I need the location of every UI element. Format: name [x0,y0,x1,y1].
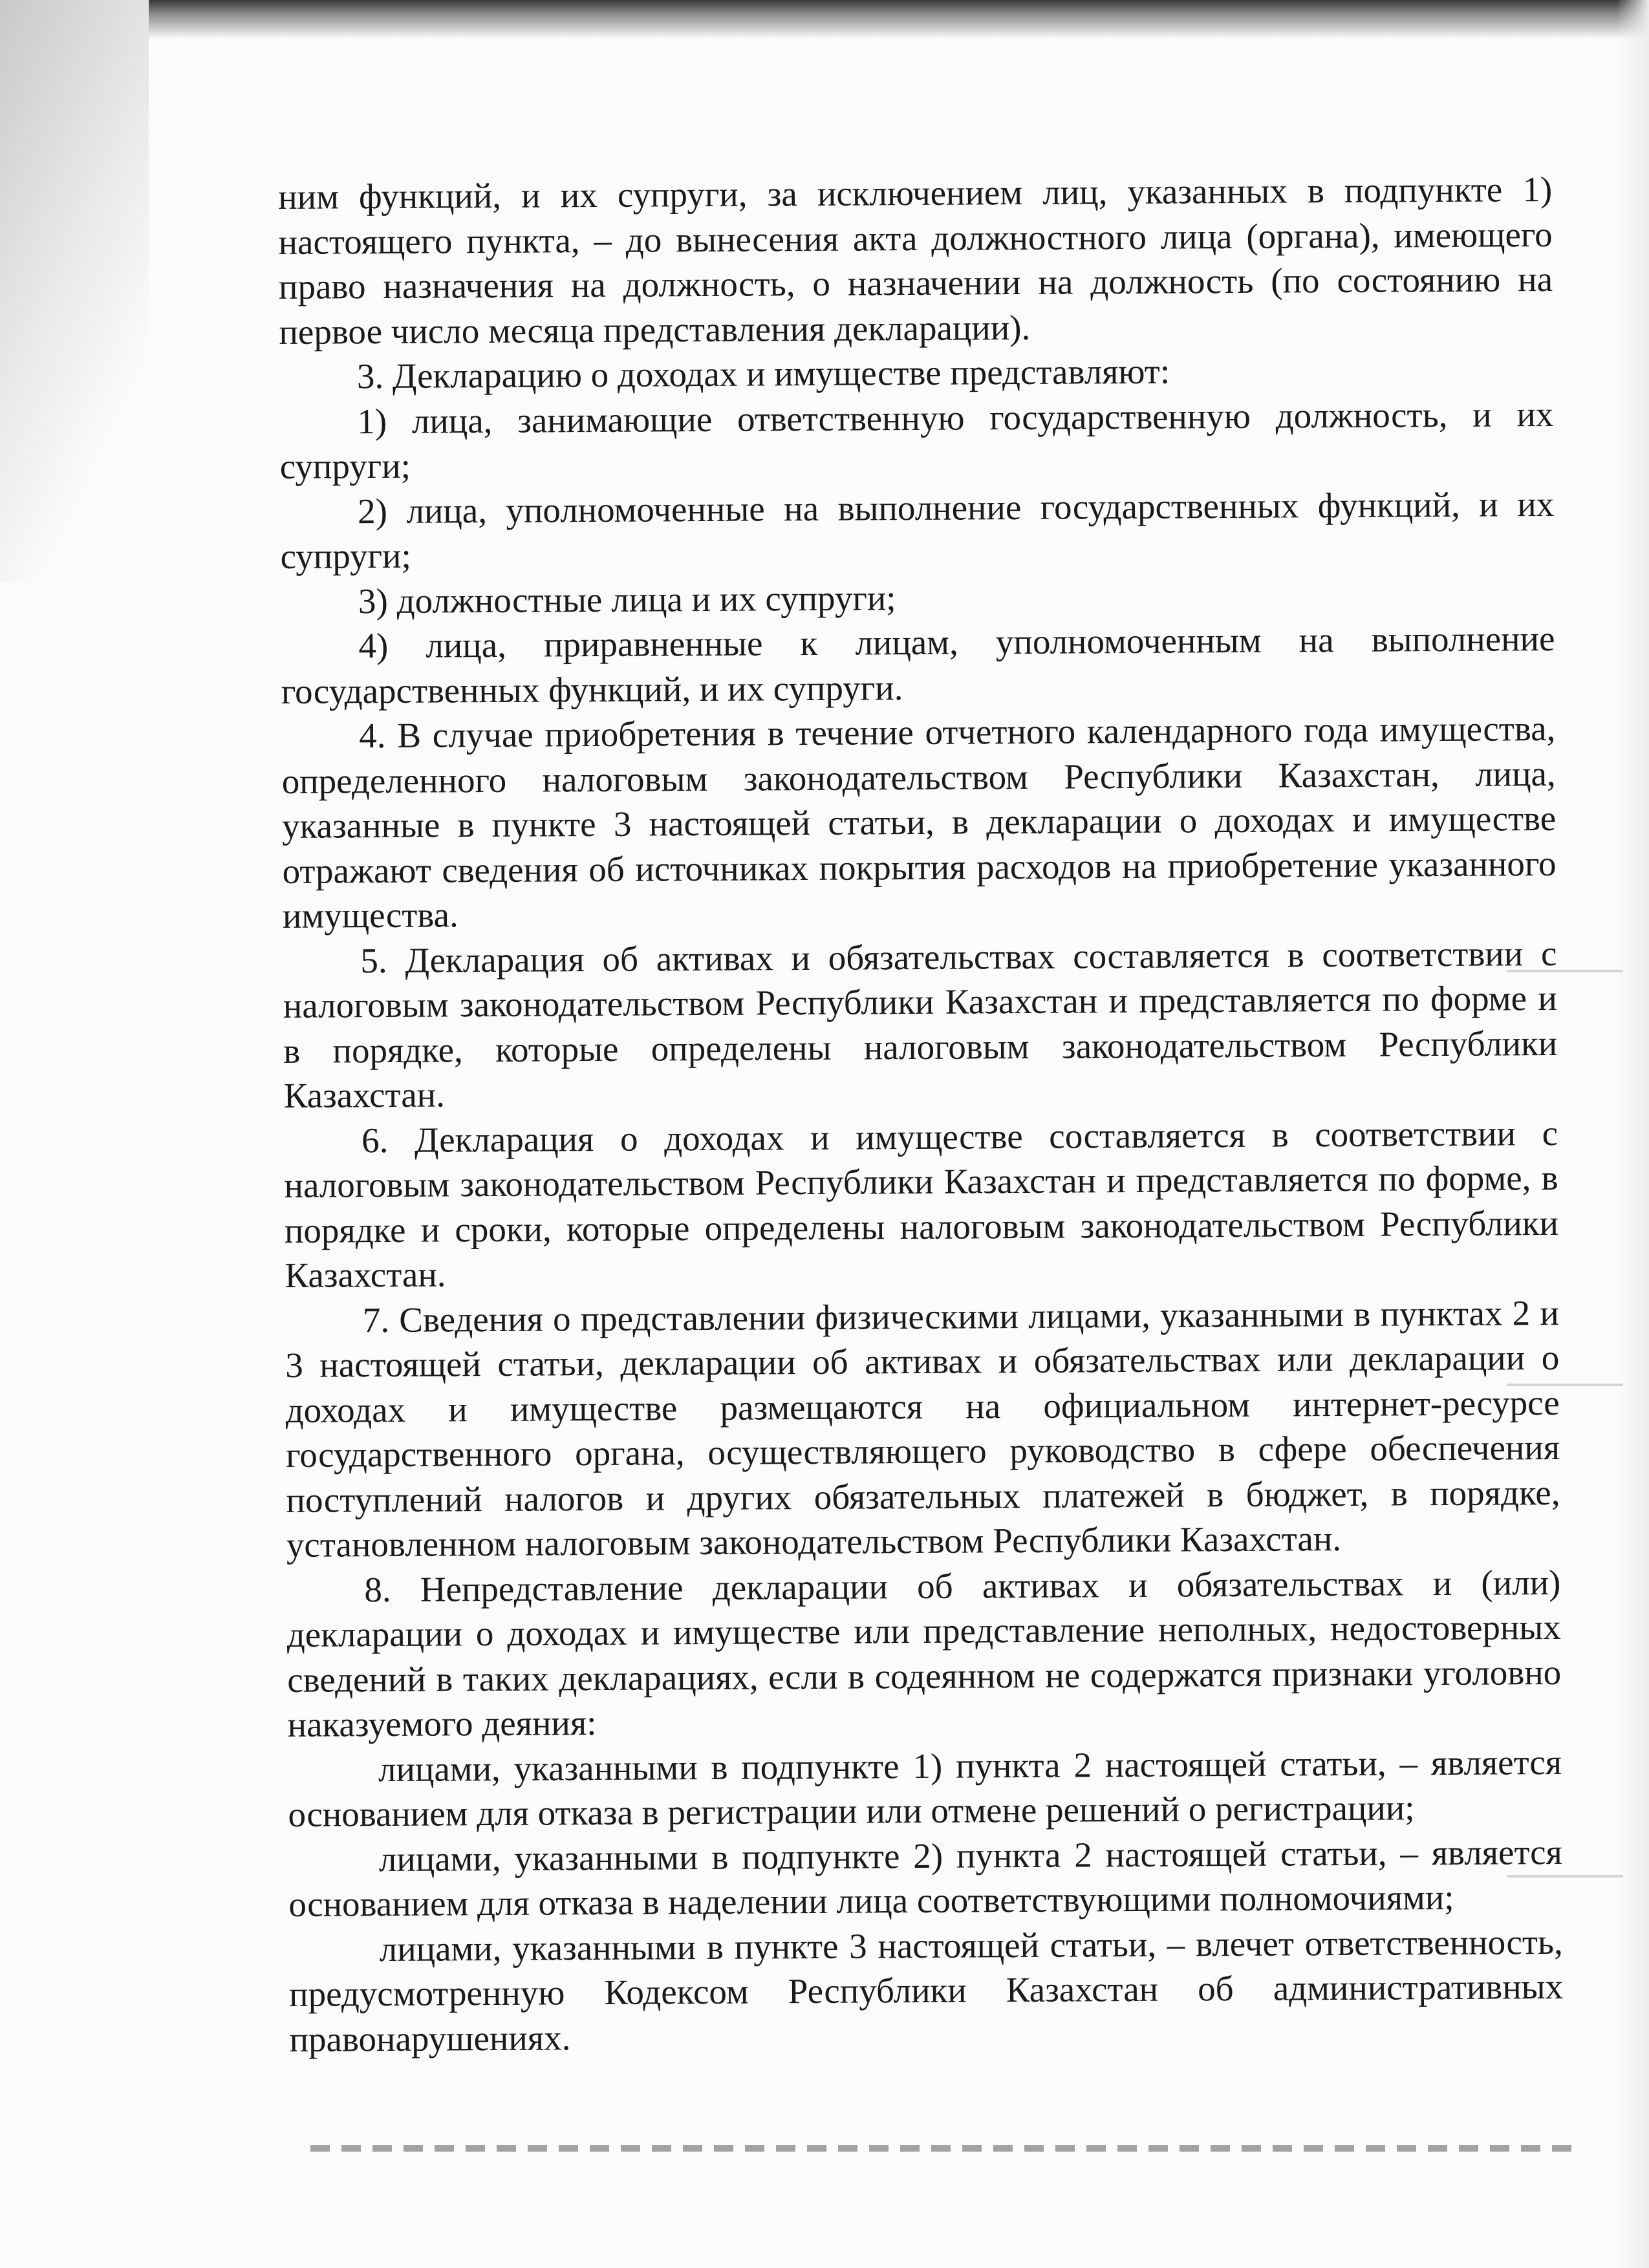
paragraph-item-8: 8. Непредставление декларации об активах и обязательствах и (или) декларации о доходах и имуществе или представление неполных, недостоверных сведений в таких декларациях, если в содеянном не содержатся признаки уголовно наказуемого деяния: [286,1562,1562,1744]
paragraph-8-clause-3: лицами, указанными в пункте 3 настоящей статьи, – влечет ответственность, предусмотренную Кодексом Республики Казахстан об административных правонарушениях. [289,1921,1564,2059]
subparagraph-3-4: 4) лица, приравненные к лицам, уполномоченным на выполнение государственных функций, и их супруги. [281,618,1555,711]
paragraph-item-6: 6. Декларация о доходах и имуществе составляется в соответствии с налоговым законодательством Республики Казахстан и представляется по форме, в порядке и сроки, которые определены налоговым законодательством Республики Казахстан. [284,1113,1559,1295]
paragraph-item-4: 4. В случае приобретения в течение отчетного календарного года имущества, определенного налоговым законодательством Республики Казахстан, лица, указанные в пункте 3 настоящей статьи, в декларации о доходах и имуществе отражают сведения об источниках покрытия расходов на приобретение указанного имущества. [281,708,1557,936]
document-body [278,167,1564,2062]
scan-top-shadow [0,0,1649,39]
subparagraph-3-1: 1) лица, занимающие ответственную государственную должность, и их супруги; [279,394,1554,486]
bottom-bleed-through-line [310,2145,1578,2152]
scan-left-fold [0,0,149,582]
subparagraph-3-2: 2) лица, уполномоченные на выполнение государственных функций, и их супруги; [280,484,1555,576]
paragraph-item-7: 7. Сведения о представлении физическими лицами, указанными в пунктах 2 и 3 настоящей статьи, декларации об активах и обязательствах или декларации о доходах и имуществе размещаются на официальном интернет-ресурсе государственного органа, осуществляющего руководство в сфере обеспечения поступлений налогов и других обязательных платежей в бюджет, в порядке, установленном налоговым законодательством Республики Казахстан. [285,1292,1560,1565]
paragraph-8-clause-2: лицами, указанными в подпункте 2) пункта 2 настоящей статьи, – является основанием для отказа в наделении лица соответствующими полномочиями; [288,1832,1563,1924]
subparagraph-3-3: 3) должностные лица и их супруги; [358,577,896,621]
scan-right-edge [1617,0,1649,2268]
paragraph-8-clause-1: лицами, указанными в подпункте 1) пункта 2 настоящей статьи, – является основанием для отказа в регистрации или отмене решений о регистрации; [288,1742,1562,1834]
paragraph-item-3: 3. Декларацию о доходах и имуществе представляют: [356,351,1170,396]
paragraph-item-5: 5. Декларация об активах и обязательствах составляется в соответствии с налоговым законодательством Республики Казахстан и представляется по форме и в порядке, которые определены налоговым законодательством Республики Казахстан. [283,933,1558,1115]
paragraph-continuation: ним функций, и их супруги, за исключением лиц, указанных в подпункте 1) настоящего пункта, – до вынесения акта должностного лица (органа), имеющего право назначения на должность, о назначении на должность (по состоянию на первое число месяца представления декларации). [278,169,1553,352]
